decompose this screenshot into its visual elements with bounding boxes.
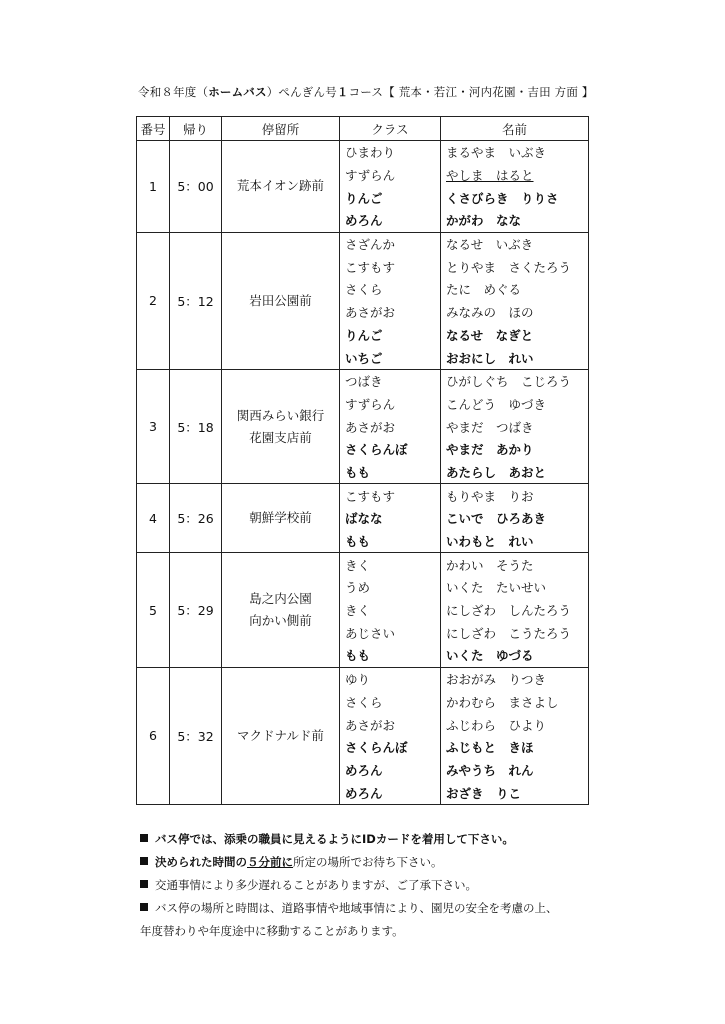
table-row (137, 232, 589, 255)
stop-name-line: 岩田公園前 (249, 292, 312, 308)
table-row (137, 141, 589, 164)
class-name: りんご (340, 186, 441, 209)
child-name (441, 667, 589, 690)
child-name-text: なるせ いぶき (446, 237, 534, 253)
child-name (441, 209, 589, 232)
stop-name (222, 232, 340, 369)
child-name-text: ひがしぐち こじろう (446, 374, 572, 390)
stop-name (222, 484, 340, 553)
child-name (441, 393, 589, 416)
note-five-minutes (140, 853, 558, 876)
child-name (441, 530, 589, 553)
child-name-text: たに めぐる (446, 282, 522, 298)
class-name: あさがお (340, 415, 441, 438)
child-name (441, 621, 589, 644)
stop-name (222, 369, 340, 483)
child-name (441, 713, 589, 736)
child-name (441, 781, 589, 804)
child-name-text: おおにし れい (446, 350, 534, 366)
child-name-text: やまだ あかり (446, 442, 534, 458)
child-name-text: あたらし あおと (446, 464, 547, 480)
child-name (441, 461, 589, 484)
class-name: うめ (340, 576, 441, 599)
note-text: 決められた時間の (155, 855, 247, 869)
child-name (441, 278, 589, 301)
class-name: つばき (340, 369, 441, 392)
note-stop-change-continued (140, 922, 558, 945)
child-name (441, 553, 589, 576)
class-name: すずらん (340, 393, 441, 416)
table-body (137, 141, 589, 805)
class-name: ゆり (340, 667, 441, 690)
child-name (441, 369, 589, 392)
bus-schedule-table (136, 116, 589, 805)
child-name-text: やまだ つばき (446, 419, 534, 435)
note-stop-change (140, 899, 558, 922)
stop-number: 2 (137, 232, 170, 369)
title-prefix: 令和８年度（ (138, 85, 209, 99)
class-name: さざんか (340, 232, 441, 255)
class-name: さくら (340, 691, 441, 714)
child-name (441, 186, 589, 209)
child-name (441, 507, 589, 530)
class-name: こすもす (340, 255, 441, 278)
stop-name-line: 朝鮮学校前 (249, 510, 312, 526)
title-course-number: １ (336, 85, 349, 99)
class-name: きく (340, 553, 441, 576)
child-name-text: にしざわ こうたろう (446, 625, 572, 641)
child-name (441, 691, 589, 714)
stop-name (222, 553, 340, 667)
child-name-text: まるやま いぶき (446, 145, 547, 161)
child-name-text: いくた たいせい (446, 580, 547, 596)
class-name: きく (340, 599, 441, 622)
stop-number: 3 (137, 369, 170, 483)
child-name-text: ふじもと きほ (446, 740, 534, 756)
header-class: クラス (340, 117, 441, 141)
note-text: 交通事情により多少遅れることがありますが、ご了承下さい。 (155, 878, 477, 892)
return-time: 5：12 (170, 232, 222, 369)
class-name: めろん (340, 209, 441, 232)
class-name: あさがお (340, 713, 441, 736)
child-name-text: もりやま りお (446, 488, 534, 504)
child-name-text: かわい そうた (446, 557, 534, 573)
child-name (441, 484, 589, 507)
class-name: ばなな (340, 507, 441, 530)
note-text: バス停では、添乗の職員に見えるようにIDカードを着用して下さい。 (155, 832, 514, 846)
header-number: 番号 (137, 117, 170, 141)
child-name-text: いくた ゆづる (446, 648, 534, 664)
child-name (441, 346, 589, 369)
child-name-text: ふじわら ひより (446, 717, 547, 733)
note-text: バス停の場所と時間は、道路事情や地域事情により、園児の安全を考慮の上、 (155, 901, 558, 915)
table-row (137, 667, 589, 690)
table-header-row (137, 117, 589, 141)
child-name (441, 301, 589, 324)
return-time: 5：00 (170, 141, 222, 233)
page-title (138, 84, 594, 100)
table-row (137, 553, 589, 576)
note-underline: ５分前に (247, 855, 293, 869)
child-name-text: なるせ なぎと (446, 327, 534, 343)
child-name (441, 736, 589, 759)
bullet-square-icon (140, 880, 148, 888)
table-row (137, 369, 589, 392)
notes (140, 830, 558, 945)
stop-number: 5 (137, 553, 170, 667)
child-name (441, 759, 589, 782)
bullet-square-icon (140, 903, 148, 911)
header-stop: 停留所 (222, 117, 340, 141)
child-name (441, 255, 589, 278)
stop-name-line: 向かい側前 (249, 613, 312, 629)
stop-name-line: 島之内公園 (249, 591, 312, 607)
class-name: めろん (340, 759, 441, 782)
title-mid: ）ぺんぎん号 (266, 85, 337, 99)
stop-name-line: マクドナルド前 (237, 727, 324, 743)
child-name-text: みなみの ほの (446, 305, 534, 321)
child-name-text: くさびらき りりさ (446, 190, 559, 206)
note-id-card (140, 830, 558, 853)
class-name: あじさい (340, 621, 441, 644)
child-name-text: おざき りこ (446, 785, 522, 801)
stop-name-line: 関西みらい銀行 (236, 407, 325, 423)
note-traffic (140, 876, 558, 899)
header-name: 名前 (441, 117, 589, 141)
child-name-text: やしま はると (446, 168, 534, 184)
child-name (441, 324, 589, 347)
child-name (441, 164, 589, 187)
class-name: りんご (340, 324, 441, 347)
child-name (441, 599, 589, 622)
title-bold: ホームバス (208, 85, 267, 99)
class-name: さくらんぼ (340, 438, 441, 461)
return-time: 5：26 (170, 484, 222, 553)
class-name: もも (340, 530, 441, 553)
class-name: めろん (340, 781, 441, 804)
child-name-text: にしざわ しんたろう (446, 603, 572, 619)
stop-number: 6 (137, 667, 170, 804)
class-name: いちご (340, 346, 441, 369)
header-return-time: 帰り (170, 117, 222, 141)
bullet-square-icon (140, 857, 148, 865)
child-name (441, 141, 589, 164)
stop-name (222, 141, 340, 233)
title-suffix: コース【 荒本・若江・河内花園・吉田 方面 】 (348, 85, 594, 99)
class-name: ひまわり (340, 141, 441, 164)
return-time: 5：32 (170, 667, 222, 804)
child-name (441, 576, 589, 599)
child-name-text: こいで ひろあき (446, 511, 547, 527)
child-name (441, 438, 589, 461)
class-name: さくら (340, 278, 441, 301)
class-name: さくらんぼ (340, 736, 441, 759)
child-name-text: とりやま さくたろう (446, 259, 572, 275)
bullet-square-icon (140, 834, 148, 842)
stop-name-line: 花園支店前 (249, 429, 312, 445)
stop-name-line: 荒本イオン跡前 (236, 178, 325, 194)
class-name: もも (340, 461, 441, 484)
stop-number: 4 (137, 484, 170, 553)
child-name-text: かわむら まさよし (446, 694, 559, 710)
class-name: こすもす (340, 484, 441, 507)
return-time: 5：29 (170, 553, 222, 667)
stop-number: 1 (137, 141, 170, 233)
child-name-text: みやうち れん (446, 762, 534, 778)
class-name: あさがお (340, 301, 441, 324)
note-text: 所定の場所でお待ち下さい。 (293, 855, 443, 869)
child-name-text: こんどう ゆづき (446, 396, 547, 412)
stop-name (222, 667, 340, 804)
child-name (441, 232, 589, 255)
return-time: 5：18 (170, 369, 222, 483)
class-name: もも (340, 644, 441, 667)
child-name-text: かがわ なな (446, 213, 522, 229)
child-name (441, 644, 589, 667)
child-name-text: おおがみ りつき (446, 672, 547, 688)
note-text: 年度替わりや年度途中に移動することがあります。 (140, 924, 404, 938)
child-name-text: いわもと れい (446, 534, 534, 550)
class-name: すずらん (340, 164, 441, 187)
table-row (137, 484, 589, 507)
child-name (441, 415, 589, 438)
